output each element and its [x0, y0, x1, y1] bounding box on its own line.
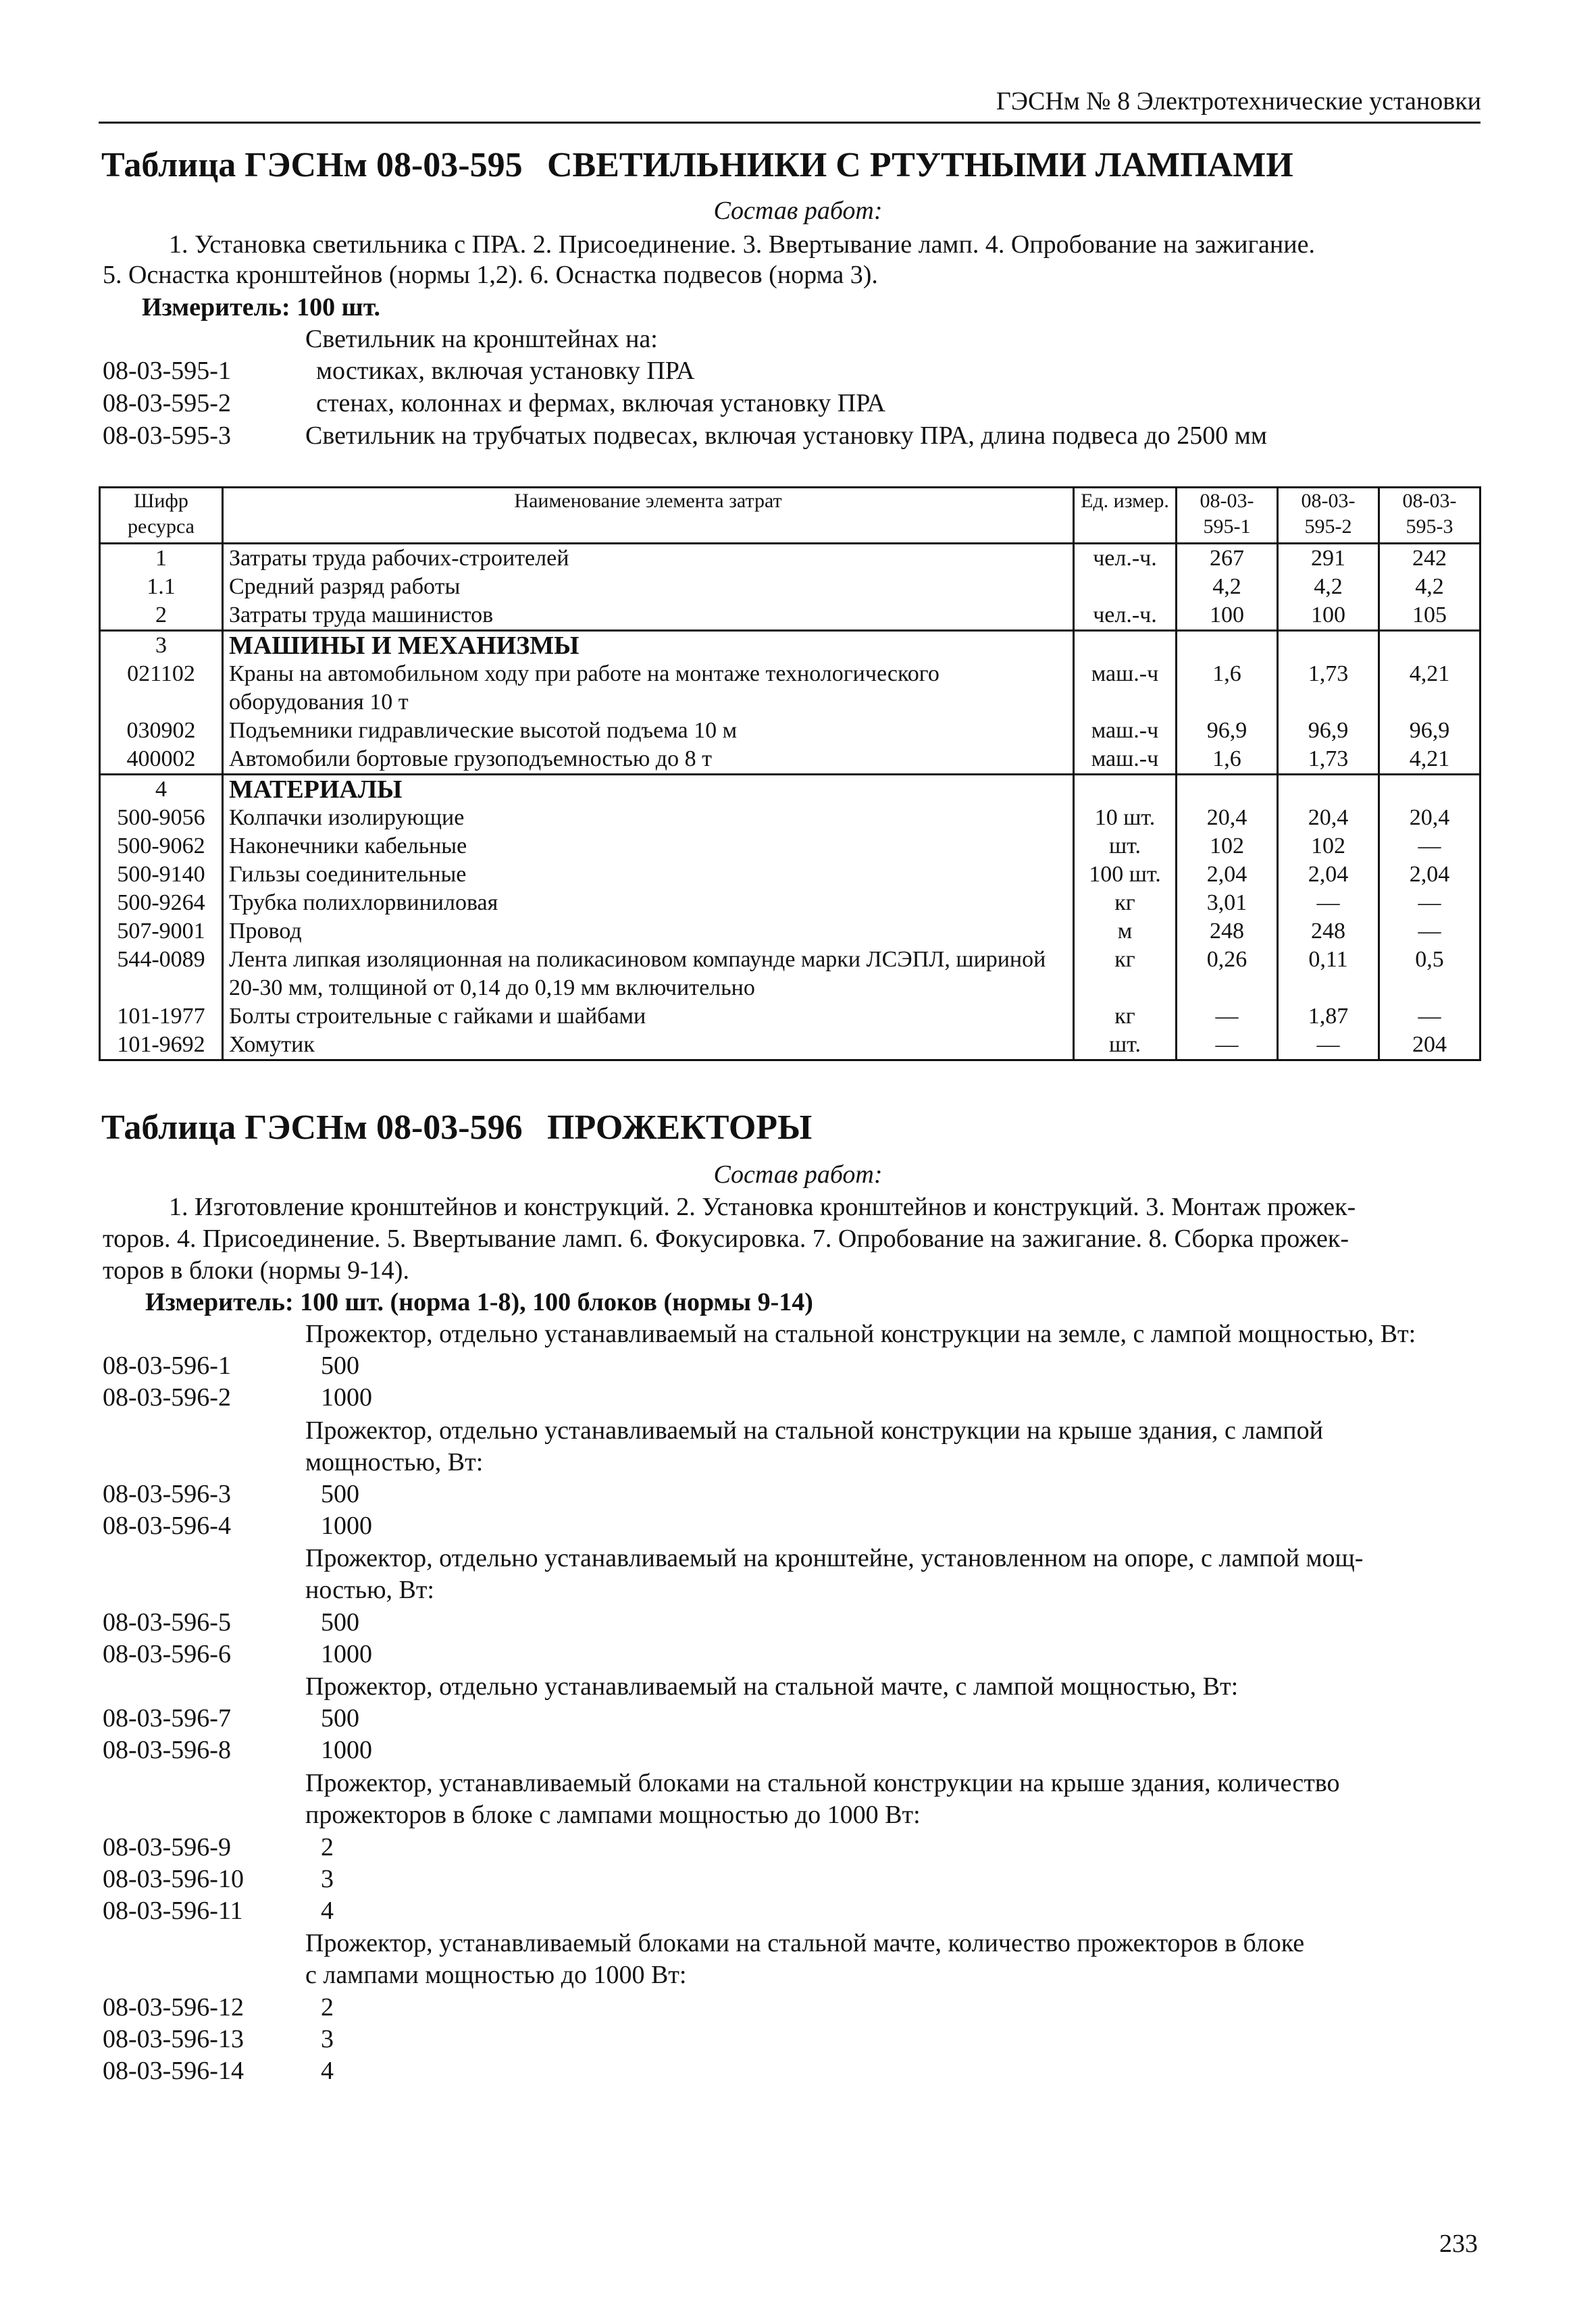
table-596-works-label: Состав работ:: [713, 1160, 883, 1189]
resource-code: 101-1977: [100, 1002, 223, 1031]
header-code: Шифр ресурса: [100, 488, 223, 544]
resource-code: 1.1: [100, 573, 223, 601]
value-norm-2: 2,04: [1278, 860, 1379, 889]
value-norm-1: 2,04: [1177, 860, 1278, 889]
resource-unit: кг: [1074, 946, 1177, 1002]
table-596-works-line2: торов. 4. Присоединение. 5. Ввертывание ламп. 6. Фокусировка. 7. Опробование на зажигание. 8. Сборка прожек-: [103, 1225, 1349, 1253]
norm-group-header: Прожектор, отдельно устанавливаемый на стальной конструкции на крыше здания, с лампой: [305, 1416, 1323, 1445]
value-norm-2: 4,2: [1278, 573, 1379, 601]
norm-value: 1000: [321, 1383, 372, 1412]
value-norm-1: 4,2: [1177, 573, 1278, 601]
resource-name: Трубка полихлорвиниловая: [223, 889, 1074, 917]
value-norm-2: 0,11: [1278, 946, 1379, 1002]
norm-group-header: Прожектор, устанавливаемый блоками на стальной мачте, количество прожекторов в блоке: [305, 1929, 1305, 1957]
norm-group-header-cont: с лампами мощностью до 1000 Вт:: [305, 1961, 687, 1989]
table-row: [100, 573, 1481, 601]
norm-value: 4: [321, 1897, 334, 1925]
table-row: [100, 660, 1481, 717]
norm-group-header-cont: ностью, Вт:: [305, 1576, 434, 1604]
norm-group-header: Прожектор, отдельно устанавливаемый на стальной конструкции на земле, с лампой мощностью, Вт:: [305, 1320, 1416, 1348]
value-norm-1: 3,01: [1177, 889, 1278, 917]
header-name: Наименование элемента затрат: [223, 488, 1074, 544]
table-row: [100, 860, 1481, 889]
resource-unit: кг: [1074, 1002, 1177, 1031]
resource-unit: шт.: [1074, 1031, 1177, 1060]
value-norm-2: [1278, 631, 1379, 661]
resource-code: 544-0089: [100, 946, 223, 1002]
table-row: [100, 832, 1481, 860]
norm-value: 2: [321, 1993, 334, 2022]
resource-unit: маш.-ч: [1074, 717, 1177, 745]
value-norm-3: 0,5: [1379, 946, 1481, 1002]
header-unit: Ед. измер.: [1074, 488, 1177, 544]
value-norm-1: [1177, 775, 1278, 804]
norm-code: 08-03-595-1: [103, 357, 231, 385]
table-596-works-line3: торов в блоки (нормы 9-14).: [103, 1256, 409, 1285]
table-595-name: СВЕТИЛЬНИКИ С РТУТНЫМИ ЛАМПАМИ: [547, 146, 1293, 184]
resource-unit: [1074, 775, 1177, 804]
table-595-group-header: Светильник на кронштейнах на:: [305, 325, 658, 353]
section-title: МАШИНЫ И МЕХАНИЗМЫ: [223, 631, 1074, 661]
norm-group-header: Прожектор, отдельно устанавливаемый на кронштейне, установленном на опоре, с лампой мощ-: [305, 1544, 1364, 1572]
value-norm-3: 4,2: [1379, 573, 1481, 601]
norm-value: 3: [321, 2025, 334, 2053]
value-norm-1: 20,4: [1177, 804, 1278, 832]
section-code: 4: [100, 775, 223, 804]
norm-group-header: Прожектор, устанавливаемый блоками на стальной конструкции на крыше здания, количество: [305, 1769, 1340, 1797]
table-596-name: ПРОЖЕКТОРЫ: [547, 1108, 813, 1147]
running-head: ГЭСНм № 8 Электротехнические установки: [996, 87, 1481, 115]
norm-value: 500: [321, 1352, 359, 1380]
resource-code: 500-9140: [100, 860, 223, 889]
table-row: [100, 1002, 1481, 1031]
norm-code: 08-03-596-5: [103, 1608, 231, 1637]
norm-code: 08-03-595-2: [103, 389, 231, 417]
norm-code: 08-03-596-1: [103, 1352, 231, 1380]
resource-name: Затраты труда машинистов: [223, 601, 1074, 631]
resource-code: 1: [100, 544, 223, 573]
norm-code: 08-03-596-13: [103, 2025, 244, 2053]
table-595-works-line2: 5. Оснастка кронштейнов (нормы 1,2). 6. Оснастка подвесов (норма 3).: [103, 261, 878, 289]
value-norm-3: 242: [1379, 544, 1481, 573]
resource-code: 507-9001: [100, 917, 223, 946]
value-norm-3: 20,4: [1379, 804, 1481, 832]
resource-name: Автомобили бортовые грузоподъемностью до 8 т: [223, 745, 1074, 775]
norm-code: 08-03-596-9: [103, 1833, 231, 1861]
norm-code: 08-03-596-6: [103, 1640, 231, 1668]
table-row: [100, 601, 1481, 631]
resource-unit: [1074, 631, 1177, 661]
norm-code: 08-03-595-3: [103, 421, 231, 450]
norm-value: 1000: [321, 1640, 372, 1668]
value-norm-2: —: [1278, 889, 1379, 917]
section-title: МАТЕРИАЛЫ: [223, 775, 1074, 804]
resource-unit: [1074, 573, 1177, 601]
value-norm-3: —: [1379, 889, 1481, 917]
resource-name: Средний разряд работы: [223, 573, 1074, 601]
value-norm-3: 4,21: [1379, 745, 1481, 775]
table-595-title: [101, 145, 1293, 185]
header-norm-3: 08-03-595-3: [1379, 488, 1481, 544]
value-norm-2: 20,4: [1278, 804, 1379, 832]
norm-value: 3: [321, 1865, 334, 1893]
resource-unit: 100 шт.: [1074, 860, 1177, 889]
resource-code: 101-9692: [100, 1031, 223, 1060]
value-norm-2: [1278, 775, 1379, 804]
value-norm-3: —: [1379, 917, 1481, 946]
norm-value: 500: [321, 1608, 359, 1637]
resource-name: Краны на автомобильном ходу при работе на монтаже технологического оборудования 10 т: [223, 660, 1074, 717]
resource-code: 500-9264: [100, 889, 223, 917]
value-norm-3: 204: [1379, 1031, 1481, 1060]
norm-code: 08-03-596-12: [103, 1993, 244, 2022]
resource-unit: маш.-ч: [1074, 660, 1177, 717]
value-norm-3: —: [1379, 832, 1481, 860]
resource-unit: кг: [1074, 889, 1177, 917]
resource-name: Гильзы соединительные: [223, 860, 1074, 889]
value-norm-2: —: [1278, 1031, 1379, 1060]
value-norm-3: —: [1379, 1002, 1481, 1031]
value-norm-1: 1,6: [1177, 660, 1278, 717]
header-norm-2: 08-03-595-2: [1278, 488, 1379, 544]
value-norm-2: 1,87: [1278, 1002, 1379, 1031]
resource-name: Хомутик: [223, 1031, 1074, 1060]
resource-name: Наконечники кабельные: [223, 832, 1074, 860]
resource-unit: чел.-ч.: [1074, 544, 1177, 573]
norm-value: 4: [321, 2057, 334, 2085]
table-595-prefix: Таблица ГЭСНм 08-03-595: [101, 146, 523, 184]
table-row: [100, 717, 1481, 745]
table-row: [100, 889, 1481, 917]
resource-code: 021102: [100, 660, 223, 717]
value-norm-3: 2,04: [1379, 860, 1481, 889]
norm-value: 1000: [321, 1736, 372, 1764]
table-596-measure: Измеритель: 100 шт. (норма 1-8), 100 блоков (нормы 9-14): [145, 1288, 813, 1316]
norm-code: 08-03-596-8: [103, 1736, 231, 1764]
norm-code: 08-03-596-10: [103, 1865, 244, 1893]
norm-code: 08-03-596-2: [103, 1383, 231, 1412]
value-norm-3: 4,21: [1379, 660, 1481, 717]
value-norm-2: 291: [1278, 544, 1379, 573]
resource-name: Провод: [223, 917, 1074, 946]
table-595-works-label: Состав работ:: [713, 197, 883, 225]
value-norm-3: 105: [1379, 601, 1481, 631]
norm-group-header: Прожектор, отдельно устанавливаемый на стальной мачте, с лампой мощностью, Вт:: [305, 1672, 1239, 1701]
section-code: 3: [100, 631, 223, 661]
resource-code: 500-9056: [100, 804, 223, 832]
norm-text: мостиках, включая установку ПРА: [316, 357, 695, 385]
table-row: [100, 745, 1481, 775]
table-header-row: [100, 488, 1481, 544]
resource-name: Подъемники гидравлические высотой подъема 10 м: [223, 717, 1074, 745]
section-row: [100, 631, 1481, 661]
value-norm-2: 100: [1278, 601, 1379, 631]
resource-name: Затраты труда рабочих-строителей: [223, 544, 1074, 573]
resource-code: 400002: [100, 745, 223, 775]
resource-unit: маш.-ч: [1074, 745, 1177, 775]
value-norm-1: 96,9: [1177, 717, 1278, 745]
norm-group-header-cont: мощностью, Вт:: [305, 1448, 484, 1476]
norm-group-header-cont: прожекторов в блоке с лампами мощностью до 1000 Вт:: [305, 1801, 921, 1829]
resource-name: Лента липкая изоляционная на поликасиновом компаунде марки ЛСЭПЛ, шириной 20-30 мм, толщиной от 0,14 до 0,19 мм включительно: [223, 946, 1074, 1002]
resource-unit: м: [1074, 917, 1177, 946]
table-595-measure: Измеритель: 100 шт.: [142, 293, 381, 322]
value-norm-3: [1379, 775, 1481, 804]
table-row: [100, 1031, 1481, 1060]
value-norm-1: 267: [1177, 544, 1278, 573]
norm-code: 08-03-596-7: [103, 1704, 231, 1732]
value-norm-1: 100: [1177, 601, 1278, 631]
value-norm-1: 102: [1177, 832, 1278, 860]
resource-unit: 10 шт.: [1074, 804, 1177, 832]
table-596-works-line1: 1. Изготовление кронштейнов и конструкций. 2. Установка кронштейнов и конструкций. 3. Монтаж прожек-: [169, 1193, 1356, 1221]
section-row: [100, 775, 1481, 804]
table-row: [100, 544, 1481, 573]
table-row: [100, 804, 1481, 832]
resource-code: 030902: [100, 717, 223, 745]
table-596-prefix: Таблица ГЭСНм 08-03-596: [101, 1108, 523, 1147]
norm-code: 08-03-596-14: [103, 2057, 244, 2085]
value-norm-2: 102: [1278, 832, 1379, 860]
value-norm-1: —: [1177, 1031, 1278, 1060]
value-norm-1: 248: [1177, 917, 1278, 946]
resource-code: 2: [100, 601, 223, 631]
value-norm-2: 96,9: [1278, 717, 1379, 745]
resource-table: [99, 486, 1481, 1061]
resource-name: Болты строительные с гайками и шайбами: [223, 1002, 1074, 1031]
norm-text: Светильник на трубчатых подвесах, включая установку ПРА, длина подвеса до 2500 мм: [305, 421, 1267, 450]
table-595-works-line1: 1. Установка светильника с ПРА. 2. Присоединение. 3. Ввертывание ламп. 4. Опробование на зажигание.: [169, 230, 1315, 259]
resource-name: Колпачки изолирующие: [223, 804, 1074, 832]
header-norm-1: 08-03-595-1: [1177, 488, 1278, 544]
header-rule: [99, 122, 1481, 124]
norm-text: стенах, колоннах и фермах, включая установку ПРА: [316, 389, 885, 417]
norm-code: 08-03-596-11: [103, 1897, 243, 1925]
resource-code: 500-9062: [100, 832, 223, 860]
norm-value: 2: [321, 1833, 334, 1861]
page-number: 233: [1439, 2230, 1478, 2258]
norm-value: 1000: [321, 1512, 372, 1540]
table-596-title: [101, 1108, 813, 1148]
table-row: [100, 946, 1481, 1002]
value-norm-3: [1379, 631, 1481, 661]
value-norm-3: 96,9: [1379, 717, 1481, 745]
resource-unit: шт.: [1074, 832, 1177, 860]
value-norm-1: [1177, 631, 1278, 661]
norm-code: 08-03-596-4: [103, 1512, 231, 1540]
norm-value: 500: [321, 1480, 359, 1508]
value-norm-2: 248: [1278, 917, 1379, 946]
value-norm-2: 1,73: [1278, 745, 1379, 775]
norm-code: 08-03-596-3: [103, 1480, 231, 1508]
norm-value: 500: [321, 1704, 359, 1732]
table-row: [100, 917, 1481, 946]
resource-unit: чел.-ч.: [1074, 601, 1177, 631]
value-norm-1: 1,6: [1177, 745, 1278, 775]
value-norm-1: —: [1177, 1002, 1278, 1031]
value-norm-1: 0,26: [1177, 946, 1278, 1002]
value-norm-2: 1,73: [1278, 660, 1379, 717]
